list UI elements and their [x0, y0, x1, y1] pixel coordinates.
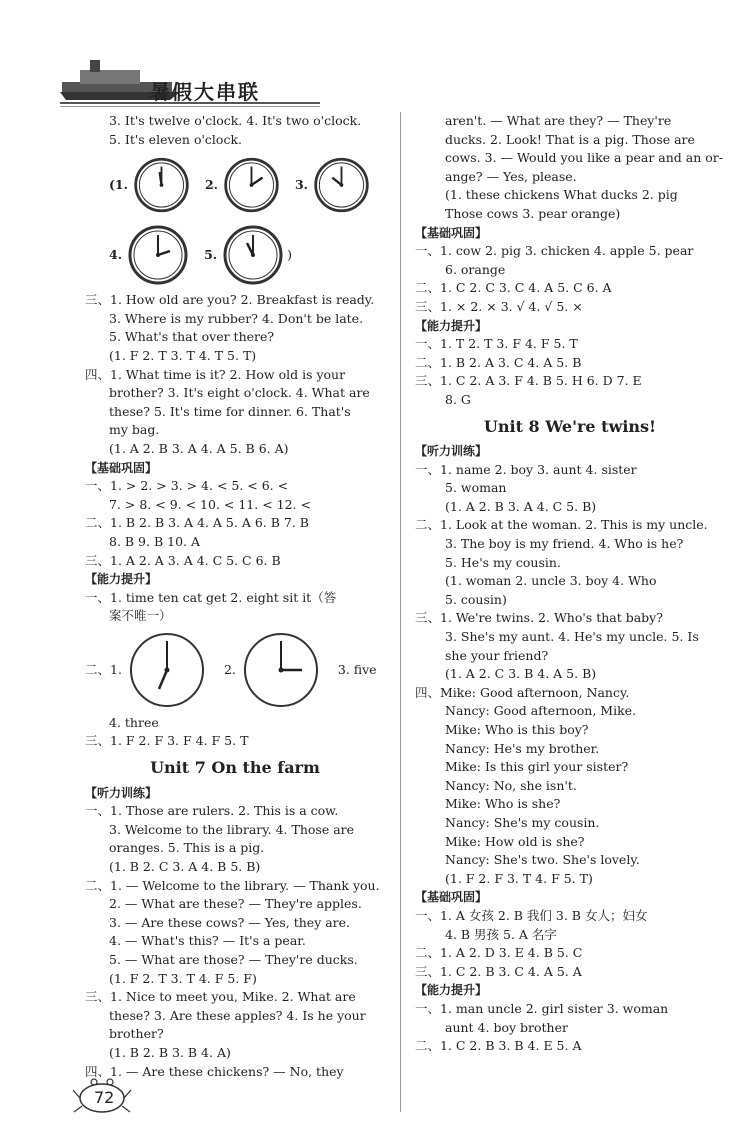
answer-line: 一、1. cow 2. pig 3. chicken 4. apple 5. pear — [415, 243, 694, 259]
answer-line: 6. orange — [445, 261, 506, 277]
answer-line: ange? — Yes, please. — [445, 168, 577, 184]
answer-line: 3. — Are these cows? — Yes, they are. — [109, 914, 351, 930]
answer-line: (1. F 2. T 3. T 4. F 5. F) — [109, 970, 257, 986]
answer-line: (1. A 2. B 3. A 4. A 5. B 6. A) — [109, 440, 289, 456]
answer-line: 一、1. man uncle 2. girl sister 3. woman — [415, 1000, 669, 1016]
answer-line: 二、1. B 2. A 3. C 4. A 5. B — [415, 354, 582, 370]
dialogue-line: Nancy: He's my brother. — [445, 740, 600, 756]
answer-line: 二、1. A 2. D 3. E 4. B 5. C — [415, 945, 583, 961]
answer-line: 三、1. We're twins. 2. Who's that baby? — [415, 610, 663, 626]
clock-icon — [126, 223, 190, 287]
unit-title: Unit 8 We're twins! — [483, 416, 657, 436]
answer-line: 5. What's that over there? — [109, 329, 275, 345]
answer-line: Those cows 3. pear orange) — [445, 205, 621, 221]
answer-line: 三、1. A 2. A 3. A 4. C 5. C 6. B — [85, 552, 281, 568]
answer-line: 8. G — [445, 391, 471, 407]
section-heading: 【听力训练】 — [415, 444, 488, 459]
header-title: 暑假大串联 — [150, 80, 260, 104]
dialogue-line: Mike: How old is she? — [445, 833, 585, 849]
answer-line: (1. woman 2. uncle 3. boy 4. Who — [445, 573, 657, 589]
clock-label: ) — [287, 246, 293, 262]
answer-line: brother? 3. It's eight o'clock. 4. What are — [109, 385, 370, 401]
answer-line: brother? — [109, 1026, 164, 1042]
answer-line: 四、1. — Are these chickens? — No, they — [85, 1063, 344, 1079]
answer-line: 一、1. A 女孩 2. B 我们 3. B 女人；妇女 — [415, 907, 648, 923]
clock-label: (1. — [109, 176, 128, 192]
answer-line: these? 3. Are these apples? 4. Is he your — [109, 1007, 366, 1023]
section-heading: 【能力提升】 — [415, 983, 488, 998]
answer-line: my bag. — [109, 422, 160, 438]
answer-line: these? 5. It's time for dinner. 6. That's — [109, 403, 351, 419]
clock-label: 3. — [294, 176, 309, 192]
section-heading: 【能力提升】 — [415, 318, 488, 333]
dialogue-line: Nancy: Good afternoon, Mike. — [445, 703, 637, 719]
section-heading: 【基础巩固】 — [415, 225, 488, 240]
answer-line: cows. 3. — Would you like a pear and an or- — [445, 150, 723, 166]
answer-line: 2. — What are these? — They're apples. — [109, 896, 362, 912]
clock-icon — [222, 153, 281, 217]
clock-label: 4. — [109, 246, 123, 262]
answer-line: aunt 4. boy brother — [445, 1019, 568, 1035]
clock-icon — [221, 223, 285, 287]
dialogue-line: Mike: Who is this boy? — [445, 722, 589, 737]
unit-title: Unit 7 On the farm — [150, 758, 320, 778]
answer-line: ducks. 2. Look! That is a pig. Those are — [445, 131, 695, 147]
answer-line: 4. three — [109, 714, 159, 730]
answer-line: she your friend? — [445, 647, 549, 663]
answer-line: (1. B 2. B 3. B 4. A) — [109, 1044, 231, 1060]
section-heading: 【基础巩固】 — [85, 460, 158, 475]
clock-label: 5. — [204, 246, 218, 262]
answer-line: (1. F 2. T 3. T 4. T 5. T) — [109, 347, 257, 363]
answer-line: 四、1. What time is it? 2. How old is your — [85, 366, 346, 382]
answer-line: 三、1. How old are you? 2. Breakfast is ready. — [85, 292, 375, 308]
answer-line: 一、1. > 2. > 3. > 4. < 5. < 6. < — [85, 478, 289, 494]
section-heading: 【能力提升】 — [85, 572, 158, 587]
answer-line: 一、1. name 2. boy 3. aunt 4. sister — [415, 461, 637, 477]
answer-line: 二、1. C 2. B 3. B 4. E 5. A — [415, 1038, 582, 1054]
answer-line: 3. The boy is my friend. 4. Who is he? — [445, 536, 684, 552]
section-heading: 【基础巩固】 — [415, 890, 488, 905]
answer-line: oranges. 5. This is a pig. — [109, 840, 265, 856]
answer-line: 三、1. F 2. F 3. F 4. F 5. T — [85, 733, 249, 749]
answer-line: 三、1. C 2. A 3. F 4. B 5. H 6. D 7. E — [415, 373, 642, 389]
clock-label: 2. — [223, 661, 236, 677]
answer-line: aren't. — What are they? — They're — [445, 113, 672, 128]
answer-line: 5. cousin) — [445, 591, 507, 607]
answer-line: 二、1. B 2. B 3. A 4. A 5. A 6. B 7. B — [85, 515, 309, 531]
answer-line: 案不唯一） — [109, 608, 172, 624]
answer-line: 三、1. × 2. × 3. √ 4. √ 5. × — [415, 298, 583, 314]
clock-icon — [312, 153, 371, 217]
answer-line: 8. B 9. B 10. A — [109, 533, 200, 549]
right-column — [415, 112, 725, 1056]
dialogue-line: Mike: Who is she? — [445, 796, 561, 812]
column-divider — [400, 112, 401, 1112]
clock-row-2 — [85, 221, 385, 289]
answer-line: 一、1. time ten cat get 2. eight sit it（答 — [85, 589, 337, 605]
dialogue-line: 四、Mike: Good afternoon, Nancy. — [415, 684, 630, 700]
dialogue-line: Nancy: No, she isn't. — [445, 777, 577, 793]
answer-line: 5. — What are those? — They're ducks. — [109, 952, 358, 967]
answer-line: 三、1. C 2. B 3. C 4. A 5. A — [415, 963, 582, 979]
answer-line: (1. these chickens What ducks 2. pig — [445, 187, 678, 203]
clock-icon — [128, 631, 206, 709]
answer-line: (1. A 2. C 3. B 4. A 5. B) — [445, 666, 597, 682]
answer-line: 3. Where is my rubber? 4. Don't be late. — [109, 310, 364, 326]
clock-label: 2. — [204, 176, 218, 192]
answer-line: 3. Welcome to the library. 4. Those are — [109, 821, 355, 837]
answer-line: 二、1. C 2. C 3. C 4. A 5. C 6. A — [415, 280, 612, 296]
answer-line: 三、1. Nice to meet you, Mike. 2. What are — [85, 989, 356, 1005]
answer-line: 3. She's my aunt. 4. He's my uncle. 5. Is — [445, 629, 699, 645]
answer-line: 5. woman — [445, 480, 507, 496]
answer-line: 5. It's eleven o'clock. — [109, 131, 242, 147]
clock-icon — [132, 153, 191, 217]
answer-line: 一、1. Those are rulers. 2. This is a cow. — [85, 803, 339, 819]
answer-line: 4. B 男孩 5. A 名字 — [445, 926, 557, 942]
clock-row-1 — [85, 151, 385, 219]
dialogue-line: Mike: Is this girl your sister? — [445, 759, 629, 775]
dialogue-line: Nancy: She's two. She's lovely. — [445, 852, 640, 868]
answer-line: 5. He's my cousin. — [445, 554, 561, 570]
answer-line: (1. A 2. B 3. A 4. C 5. B) — [445, 498, 597, 514]
clock-row-3 — [85, 630, 385, 710]
section-heading: 【听力训练】 — [85, 785, 158, 800]
answer-line: 4. — What's this? — It's a pear. — [109, 933, 306, 949]
answer-line: 7. > 8. < 9. < 10. < 11. < 12. < — [109, 496, 311, 512]
answer-line: 一、1. T 2. T 3. F 4. F 5. T — [415, 336, 578, 352]
answer-line: (1. F 2. F 3. T 4. F 5. T) — [445, 870, 593, 886]
clock-label: 二、1. — [85, 661, 122, 677]
answer-line: 3. It's twelve o'clock. 4. It's two o'clock. — [109, 113, 362, 128]
page-number: 72 — [94, 1088, 115, 1107]
answer-line: 二、1. — Welcome to the library. — Thank you. — [85, 877, 380, 893]
answer-line: 3. five — [337, 661, 377, 677]
dialogue-line: Nancy: She's my cousin. — [445, 814, 600, 830]
left-column — [85, 112, 385, 1081]
answer-line: 二、1. Look at the woman. 2. This is my uncle. — [415, 517, 708, 533]
answer-line: (1. B 2. C 3. A 4. B 5. B) — [109, 859, 261, 875]
clock-icon — [242, 631, 320, 709]
